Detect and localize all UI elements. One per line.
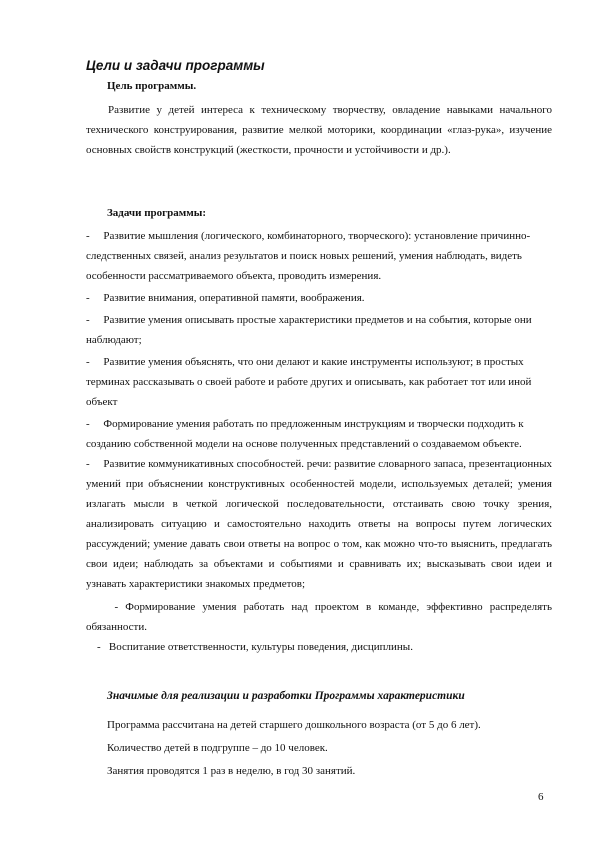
characteristics-title: Значимые для реализации и разработки Программы характеристики — [107, 690, 465, 702]
characteristics-section — [107, 714, 552, 783]
tasks-title: Задачи программы: — [107, 207, 207, 219]
task-item: - Развитие умения описывать простые характеристики предметов и на события, которые они наблюдают; — [86, 314, 532, 346]
tasks-list — [86, 226, 552, 657]
characteristics-line: Количество детей в подгруппе – до 10 человек. — [107, 742, 328, 754]
task-item: - Развитие внимания, оперативной памяти, воображения. — [86, 292, 365, 304]
section-heading: Цели и задачи программы — [86, 58, 265, 73]
task-item: - Формирование умения работать по предложенным инструкциям и творчески подходить к созданию собственной модели на основе полученных представлений о создаваемом объекте. — [86, 418, 524, 450]
task-item: - Развитие умения объяснять, что они делают и какие инструменты используют; в простых терминах рассказывать о своей работе и работе других и описывать, как работает тот или иной объект — [86, 356, 532, 408]
characteristics-line: Занятия проводятся 1 раз в неделю, в год 30 занятий. — [107, 765, 356, 777]
page-number: 6 — [538, 791, 544, 803]
goal-section — [86, 100, 552, 160]
task-item: - Развитие мышления (логического, комбинаторного, творческого): установление причинно-следственных связей, анализ результатов и поиск новых решений, умения наблюдать, видеть особенности рассматриваемого объекта, проводить измерения. — [86, 230, 531, 282]
goal-paragraph: Развитие у детей интереса к техническому творчеству, овладение навыками начального технического конструирования, развитие мелкой моторики, координации «глаз-рука», изучение основных свойств конструкций (жесткости, прочности и устойчивости и др.). — [86, 104, 552, 156]
goal-title: Цель программы. — [107, 80, 197, 92]
task-item: - Воспитание ответственности, культуры поведения, дисциплины. — [86, 641, 413, 653]
characteristics-line: Программа рассчитана на детей старшего дошкольного возраста (от 5 до 6 лет). — [107, 719, 481, 731]
task-item: - Формирование умения работать над проектом в команде, эффективно распределять обязанности. — [86, 601, 552, 633]
task-item: - Развитие коммуникативных способностей. речи: развитие словарного запаса, презентационных умений при объяснении конструктивных особенностей модели, используемых деталей; умения излагать мысли в четкой логической последовательности, отстаивать свою точку зрения, анализировать ситуацию и самостоятельно находить ответы на вопросы путем логических рассуждений; умение давать свои ответы на вопрос о том, как можно что-то выяснить, предлагать свои идеи; наблюдать за объектами и событиями и сравнивать их; высказывать свои идеи и узнавать характеристики знакомых предметов; — [86, 458, 552, 590]
